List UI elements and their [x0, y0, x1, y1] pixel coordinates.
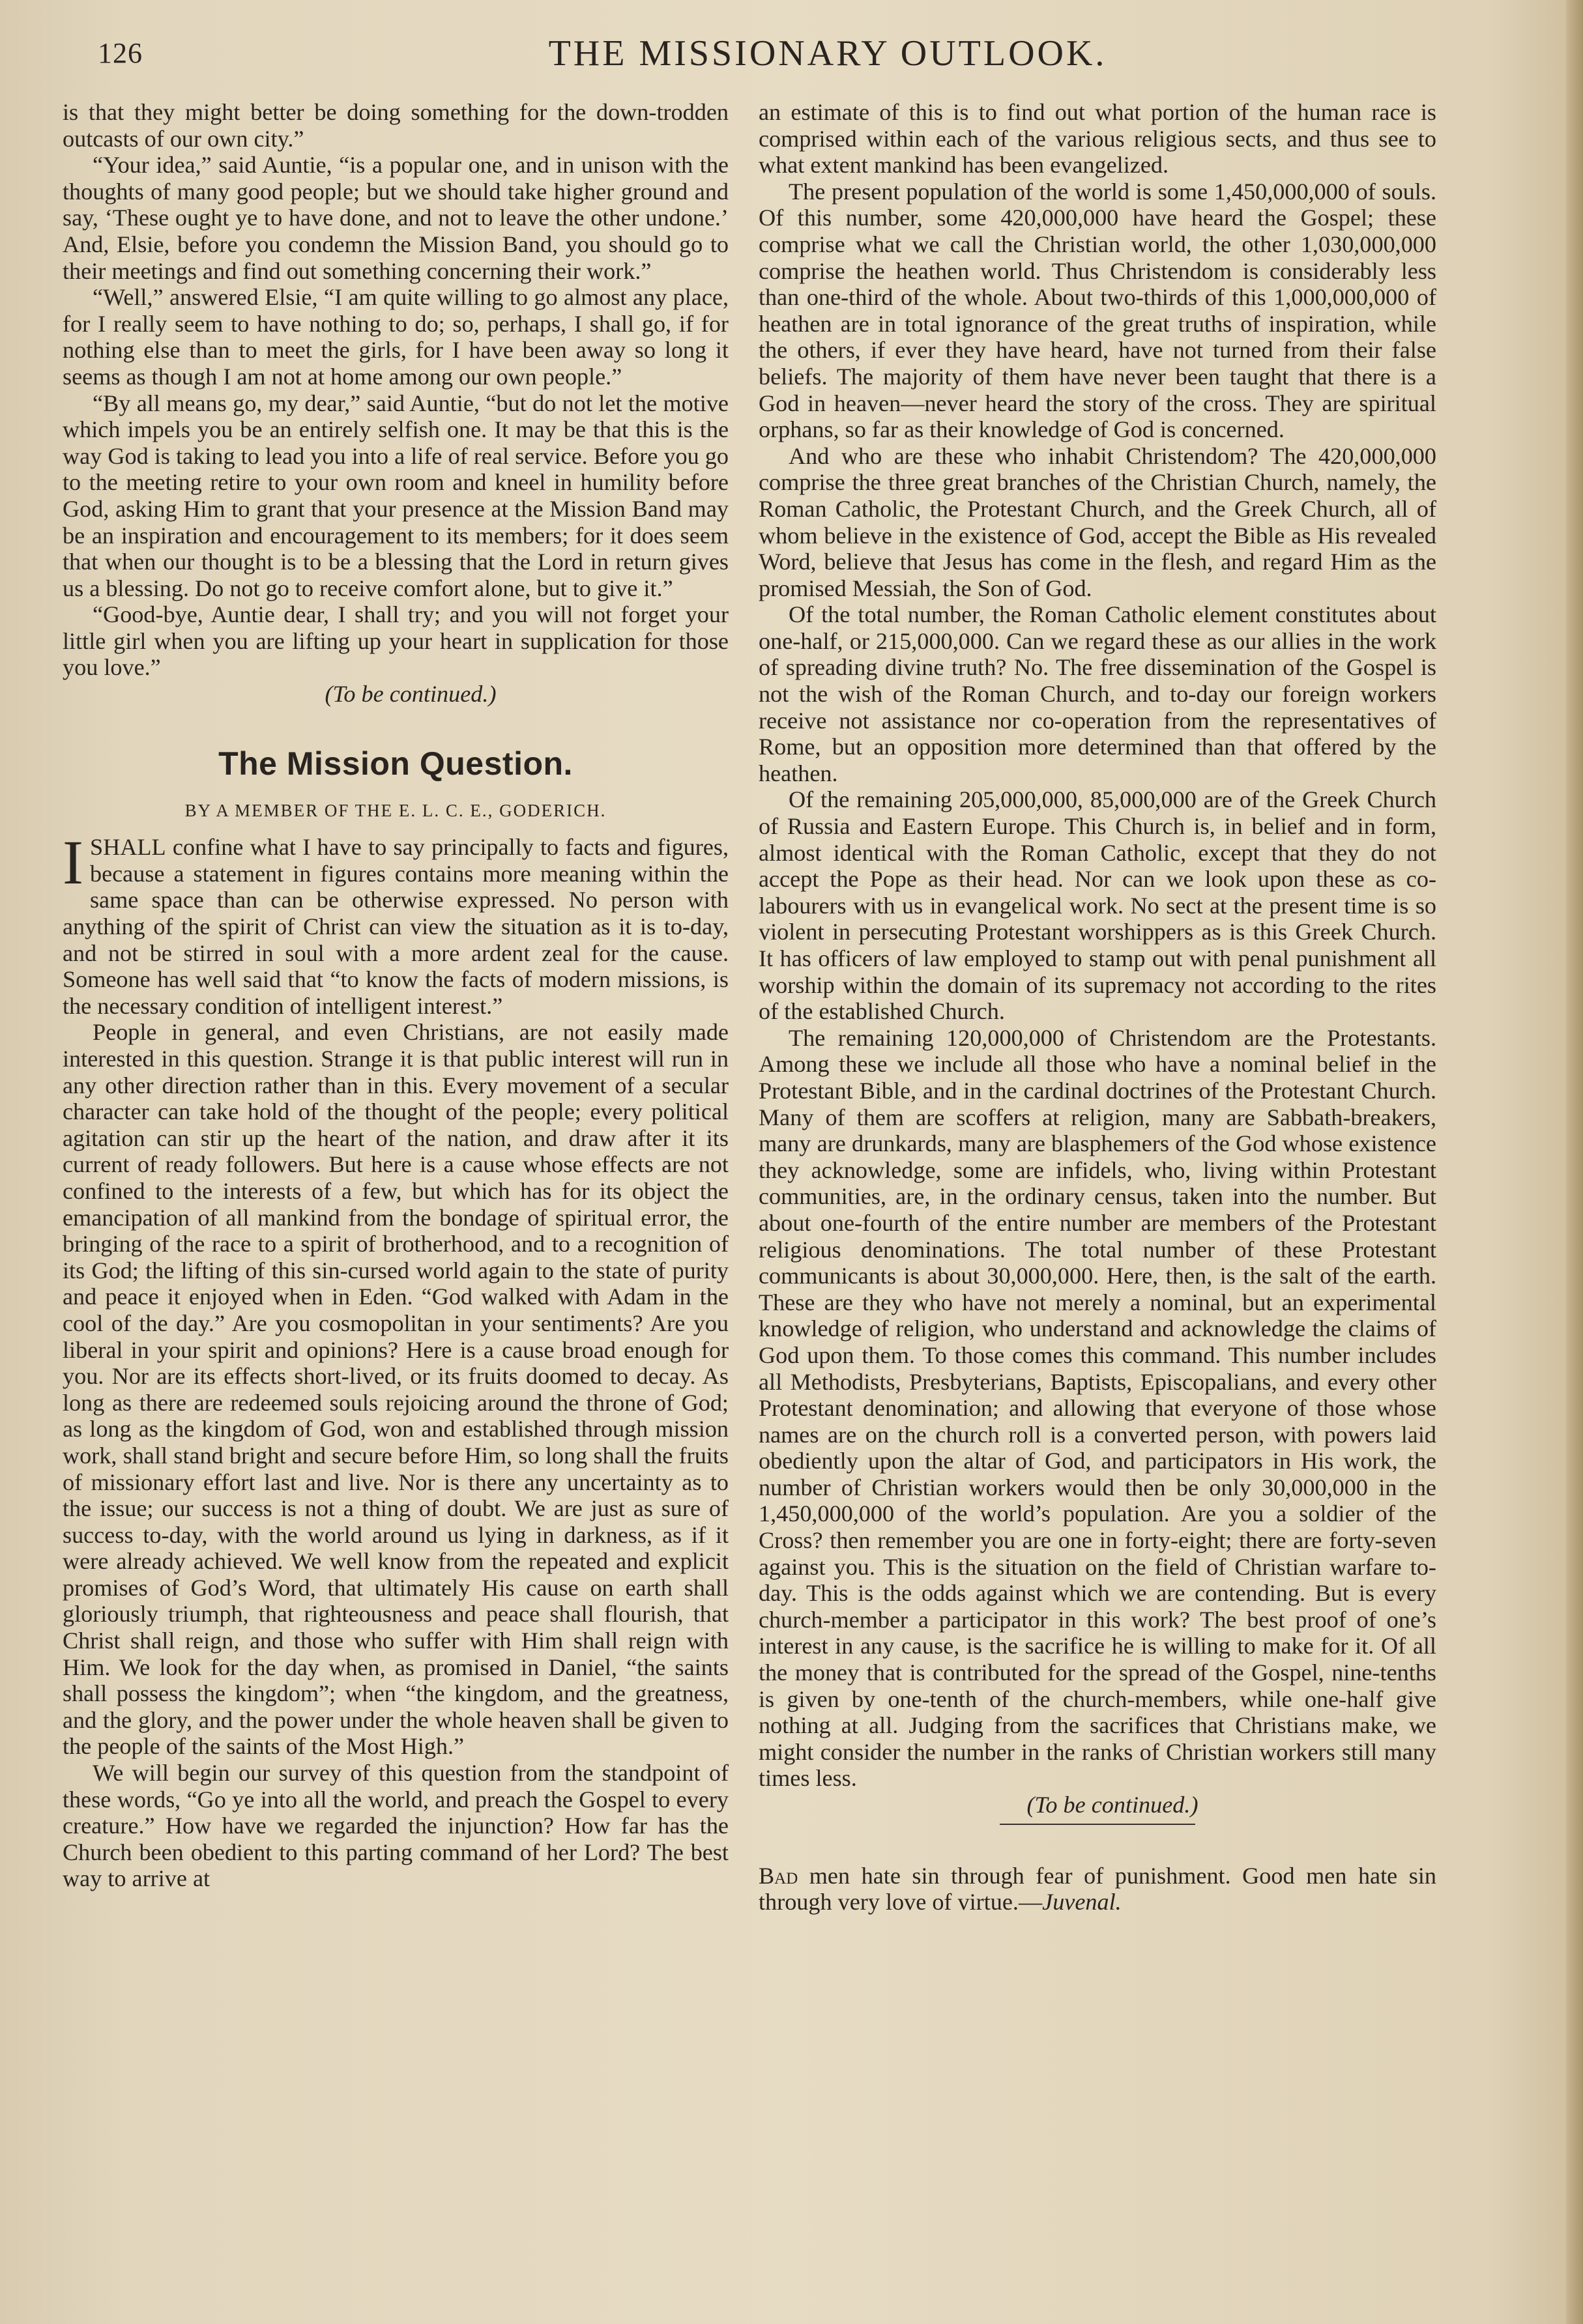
- article-paragraph: The present population of the world is some 1,450,000,000 of souls. Of this number, some 420,000,000 have heard the Gospel; these comprise what we call the Christian world, the other 1,030,000,000 comprise the heathen world. Thus Christendom is considerably less than one-third of the whole. About two-thirds of this 1,000,000,000 of heathen are in total ignorance of the great truths of inspiration, while the others, if ever they have heard, have not turned from their false beliefs. The majority of them have never been taught that there is a God in heaven—never heard the story of the cross. They are spiritual orphans, so far as their knowledge of God is concerned.: [759, 178, 1436, 443]
- quote-text: men hate sin through fear of punishment. Good men hate sin through very love of virtue.—: [759, 1862, 1436, 1915]
- article-paragraph: an estimate of this is to find out what portion of the human race is comprised within each of the various religious sects, and thus see to what extent mankind has been evangelized.: [759, 99, 1436, 179]
- article-paragraph: We will begin our survey of this question from the standpoint of these words, “Go ye into all the world, and preach the Gospel to every creature.” How have we regarded the injunction? How far has the Church been obedient to this parting command of her Lord? The best way to arrive at: [63, 1760, 729, 1892]
- page-edge: [1566, 0, 1583, 2324]
- article-title: The Mission Question.: [218, 745, 573, 782]
- story-paragraph: “By all means go, my dear,” said Auntie, “but do not let the motive which impels you be an entirely selfish one. It may be that this is the way God is taking to lead you into a life of real service. Before you go to the meeting retire to your own room and kneel in humility before God, asking Him to grant that your presence at the Mission Band may be an inspiration and encouragement to its members; for it does seem that when our thought is to be a blessing that the Lord in return gives us a blessing. Do not go to receive comfort alone, but to give it.”: [63, 390, 729, 601]
- lead-smallcaps: SHALL: [89, 834, 166, 861]
- masthead: THE MISSIONARY OUTLOOK.: [548, 33, 1107, 74]
- article-paragraph: People in general, and even Christians, are not easily made interested in this question. Strange it is that public interest will run in any other direction rather than in this. Every movement of a secular character can take hold of the thought of the people; every political agitation can stir up the heart of the nation, and draw after it its current of ready followers. But here is a cause whose effects are not confined to the interests of a few, but which has for its object the emancipation of all mankind from the bondage of spiritual error, the bringing of the race to a spirit of brotherhood, and to a recognition of its God; the lifting of this sin-cursed world again to the state of purity and peace it enjoyed when in Eden. “God walked with Adam in the cool of the day.” Are you cosmopolitan in your sentiments? Are you liberal in your spirit and opinions? Here is a cause broad enough for you. Nor are its effects short-lived, or its fruits doomed to decay. As long as there are redeemed souls rejoicing around the throne of God; as long as the kingdom of God, won and established through mission work, shall stand bright and secure before Him, so long shall the fruits of missionary effort last and live. Nor is there any uncertainty as to the issue; our success is not a thing of doubt. We are just as sure of success to-day, with the world around us lying in darkness, as if it were already achieved. We well know from the repeated and explicit promises of God’s Word, that ultimately His cause on earth shall gloriously triumph, that righteousness and peace shall flourish, that Christ shall reign, and those who suffer with Him shall reign with Him. We look for the day when, as promised in Daniel, “the saints shall possess the kingdom”; when “the kingdom, and the greatness, and the glory, and the power under the whole heaven shall be given to the people of the saints of the Most High.”: [63, 1019, 729, 1760]
- closing-quote: [759, 1863, 1436, 1915]
- divider-rule: [1000, 1824, 1195, 1825]
- story-paragraph: “Well,” answered Elsie, “I am quite willing to go almost any place, for I really seem to have nothing to do; so, perhaps, I shall go, if for nothing else than to meet the girls, for I have been away so long it seems as though I am not at home among our own people.”: [63, 284, 729, 390]
- article-paragraph: The remaining 120,000,000 of Christendom are the Protestants. Among these we include all those who have a nominal belief in the Protestant Bible, and in the cardinal doctrines of the Protestant Church. Many of them are scoffers at religion, many are Sabbath-breakers, many are drunkards, many are blasphemers of the God whose existence they acknowledge, some are infidels, who, living within Protestant communities, are, in the ordinary census, taken into the number. But about one-fourth of the entire number are members of the Protestant religious denominations. The total number of these Protestant communicants is about 30,000,000. Here, then, is the salt of the earth. These are they who have not merely a nominal, but an experimental knowledge of religion, who understand and acknowledge the claims of God upon them. To those comes this command. This number includes all Methodists, Presbyterians, Baptists, Episcopalians, and every other Protestant denomination; and allowing that everyone of those whose names are on the church roll is a converted person, with powers laid obediently upon the altar of God, and participators in His work, the number of Christian workers would then be only 30,000,000 in the 1,450,000,000 of the world’s population. Are you a soldier of the Cross? then remember you are one in forty-eight; there are forty-seven against you. This is the situation on the field of Christian warfare to-day. This is the odds against which we are contending. But is every church-member a participator in this work? The best proof of one’s interest in any cause, is the sacrifice he is willing to make for it. Of all the money that is contributed for the spread of the Gospel, nine-tenths is given by one-tenth of the church-members, while one-half give nothing at all. Judging from the sacrifices that Christians make, we might consider the number in the ranks of Christian workers still many times less.: [759, 1024, 1436, 1792]
- quote-lead-smallcaps: Bad: [759, 1862, 798, 1889]
- article-continued-note: (To be continued.): [1026, 1792, 1198, 1818]
- article-paragraph: Of the remaining 205,000,000, 85,000,000 are of the Greek Church of Russia and Eastern Europe. This Church is, in belief and in form, almost identical with the Roman Catholic, except that they do not accept the Pope as their head. Nor can we look upon these as co-labourers with us in evangelical work. No sect at the present time is so violent in persecuting Protestant worshippers as is this Greek Church. It has officers of law employed to stamp out with penal punishment all worship within the domain of its supremacy not according to the rites of the established Church.: [759, 786, 1436, 1025]
- right-column: [759, 99, 1436, 1915]
- quote-author: Juvenal.: [1042, 1889, 1122, 1915]
- article-paragraph: Of the total number, the Roman Catholic element constitutes about one-half, or 215,000,000. Can we regard these as our allies in the work of spreading divine truth? No. The free dissemination of the Gospel is not the wish of the Roman Church, and to-day our foreign workers receive not assistance nor co-operation from the representatives of Rome, but an opposition more determined than that offered by the heathen.: [759, 601, 1436, 786]
- story-continued-note: (To be continued.): [325, 681, 497, 708]
- page-header: [98, 33, 1460, 85]
- page-number: 126: [98, 37, 143, 69]
- story-paragraph: “Good-bye, Auntie dear, I shall try; and you will not forget your little girl when you are lifting up your heart in supplication for those you love.”: [63, 601, 729, 681]
- story-paragraph: “Your idea,” said Auntie, “is a popular one, and in unison with the thoughts of many good people; but we should take higher ground and say, ‘These ought ye to have done, and not to leave the other undone.’ And, Elsie, before you condemn the Mission Band, you should go to their meetings and find out something concerning their work.”: [63, 152, 729, 284]
- article-lead-paragraph: [63, 827, 729, 1019]
- story-paragraph: is that they might better be doing something for the down-trodden outcasts of our own city.”: [63, 99, 729, 152]
- article-byline: BY A MEMBER OF THE E. L. C. E., GODERICH.: [184, 800, 607, 820]
- drop-cap: I: [63, 827, 83, 898]
- article-paragraph: And who are these who inhabit Christendom? The 420,000,000 comprise the three great branches of the Christian Church, namely, the Roman Catholic, the Protestant Church, and the Greek Church, all of whom believe in the existence of God, accept the Bible as His revealed Word, believe that Jesus has come in the flesh, and regard Him as the promised Messiah, the Son of God.: [759, 442, 1436, 601]
- left-column: [63, 99, 729, 1892]
- lead-text: confine what I have to say principally to facts and figures, because a statement in figures contains more meaning within the same space than can be otherwise expressed. No person with anything of the spirit of Christ can view the situation as it is to-day, and not be stirred in soul with a more ardent zeal for the cause. Someone has well said that “to know the facts of modern missions, is the necessary condition of intelligent interest.”: [63, 834, 729, 1019]
